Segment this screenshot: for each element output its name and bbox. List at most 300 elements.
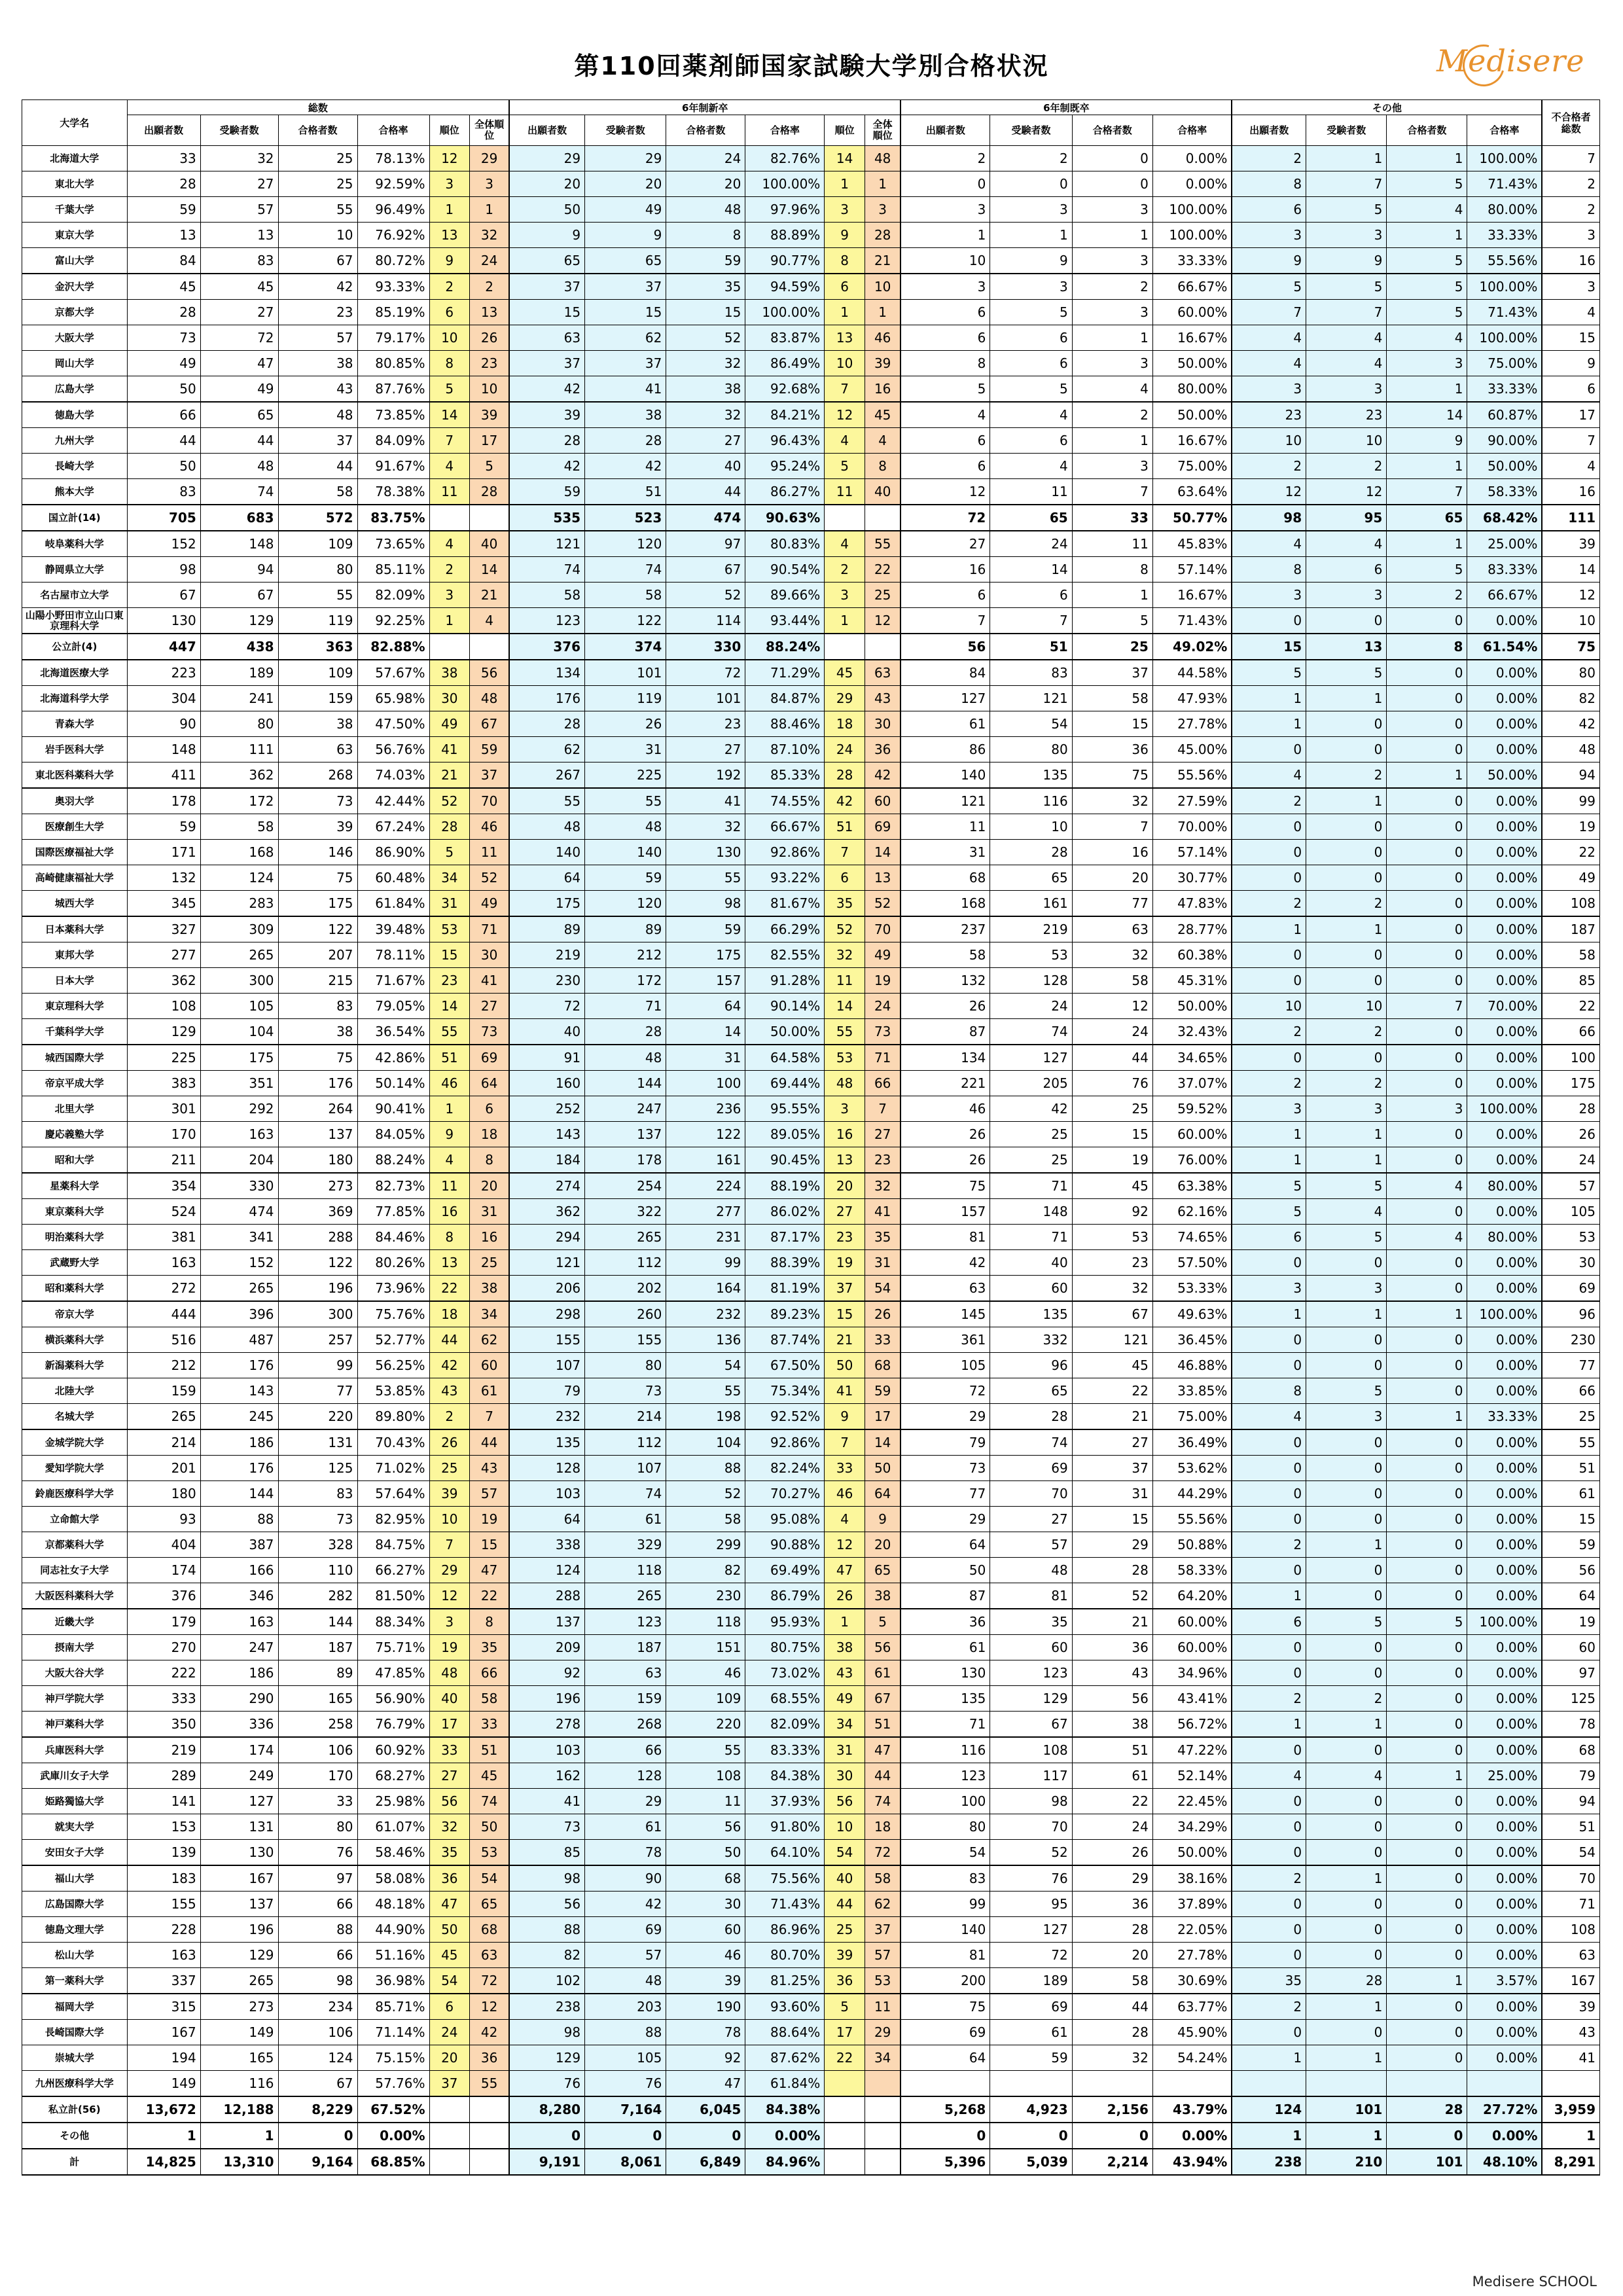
university-name: 長崎大学 <box>22 454 128 479</box>
cell: 5 <box>1387 248 1467 274</box>
cell: 0.00% <box>1467 1737 1542 1763</box>
cell: 71 <box>470 916 510 942</box>
header-sub: 全体順位 <box>865 115 901 146</box>
cell: 38 <box>278 1019 357 1045</box>
cell: 0 <box>1232 1429 1306 1456</box>
cell: 74 <box>990 1429 1072 1456</box>
cell: 48 <box>470 686 510 711</box>
cell: 24 <box>990 531 1072 557</box>
cell: 71 <box>865 1045 901 1071</box>
cell: 5 <box>1306 197 1387 223</box>
cell: 49.02% <box>1152 634 1232 660</box>
cell: 59 <box>509 479 584 505</box>
cell: 93.33% <box>357 274 429 300</box>
cell: 1 <box>1232 1122 1306 1147</box>
cell: 3 <box>990 274 1072 300</box>
cell: 0.00% <box>1467 660 1542 686</box>
header-fail: 不合格者総数 <box>1542 100 1599 146</box>
cell: 55 <box>470 2071 510 2097</box>
cell: 25 <box>1072 634 1152 660</box>
cell: 23 <box>429 968 470 994</box>
cell: 13 <box>825 325 865 351</box>
cell: 80.75% <box>745 1635 825 1660</box>
cell: 237 <box>901 916 990 942</box>
cell: 75 <box>1542 634 1599 660</box>
cell: 0 <box>1306 1892 1387 1917</box>
cell: 123 <box>509 608 584 634</box>
cell: 58 <box>666 1507 745 1532</box>
cell: 50.00% <box>1152 1840 1232 1866</box>
cell: 2 <box>1306 762 1387 789</box>
cell: 66 <box>1542 1019 1599 1045</box>
cell: 376 <box>127 1583 200 1609</box>
table-row <box>22 1481 1600 1507</box>
cell: 45 <box>1072 1173 1152 1199</box>
cell: 20 <box>1072 1943 1152 1968</box>
cell: 27 <box>825 1199 865 1225</box>
cell: 0 <box>1232 1481 1306 1507</box>
cell: 23 <box>278 300 357 325</box>
cell: 47.93% <box>1152 686 1232 711</box>
cell: 57.76% <box>357 2071 429 2097</box>
cell: 134 <box>509 660 584 686</box>
table-row <box>22 1686 1600 1712</box>
cell: 19 <box>825 1250 865 1276</box>
cell: 0 <box>1232 1917 1306 1943</box>
cell: 0 <box>1232 1660 1306 1686</box>
cell: 1 <box>1306 916 1387 942</box>
cell: 3 <box>1306 1276 1387 1302</box>
cell: 1 <box>825 171 865 197</box>
cell: 37 <box>825 1276 865 1302</box>
cell: 6 <box>901 428 990 454</box>
cell: 32 <box>200 146 278 171</box>
cell: 131 <box>200 1814 278 1840</box>
cell: 44 <box>200 428 278 454</box>
cell: 57.64% <box>357 1481 429 1507</box>
cell: 48 <box>509 814 584 840</box>
cell: 60 <box>470 1353 510 1378</box>
cell: 351 <box>200 1071 278 1096</box>
cell: 57 <box>585 1943 666 1968</box>
cell: 5 <box>901 376 990 403</box>
cell: 0 <box>1232 942 1306 968</box>
cell: 0.00% <box>1467 788 1542 814</box>
cell: 23 <box>666 711 745 737</box>
brand-logo <box>1436 43 1585 89</box>
cell: 0.00% <box>1467 891 1542 917</box>
table-header <box>22 100 1600 146</box>
cell: 14,825 <box>127 2149 200 2175</box>
cell: 71.02% <box>357 1456 429 1481</box>
cell: 11 <box>825 968 865 994</box>
cell: 73 <box>278 788 357 814</box>
cell: 0 <box>1387 1917 1467 1943</box>
cell: 59 <box>585 865 666 891</box>
cell: 28 <box>127 171 200 197</box>
cell: 112 <box>585 1250 666 1276</box>
cell: 16 <box>1072 840 1152 865</box>
cell: 6 <box>990 428 1072 454</box>
cell: 124 <box>278 2045 357 2071</box>
cell: 1 <box>200 2123 278 2149</box>
cell: 6 <box>429 1994 470 2020</box>
cell: 28 <box>585 1019 666 1045</box>
table-row <box>22 274 1600 300</box>
cell: 49 <box>200 376 278 403</box>
cell: 0 <box>1387 1327 1467 1353</box>
cell: 4 <box>1306 325 1387 351</box>
cell: 0 <box>1306 1814 1387 1840</box>
university-name: 大阪大学 <box>22 325 128 351</box>
cell: 62 <box>509 737 584 762</box>
cell: 103 <box>509 1737 584 1763</box>
cell: 0 <box>1072 2123 1152 2149</box>
cell: 64.20% <box>1152 1583 1232 1609</box>
cell: 81 <box>990 1583 1072 1609</box>
header-sub: 出願者数 <box>901 115 990 146</box>
cell: 1 <box>429 1096 470 1122</box>
cell: 24 <box>825 737 865 762</box>
cell: 2 <box>1232 1532 1306 1558</box>
cell: 72 <box>470 1968 510 1994</box>
cell: 273 <box>278 1173 357 1199</box>
cell: 15 <box>1232 634 1306 660</box>
cell: 30 <box>825 1763 865 1789</box>
cell: 81 <box>901 1943 990 1968</box>
cell: 362 <box>200 762 278 789</box>
cell: 10 <box>278 223 357 248</box>
cell: 82.09% <box>357 583 429 608</box>
cell: 0 <box>1387 1892 1467 1917</box>
cell: 28 <box>865 223 901 248</box>
cell: 119 <box>278 608 357 634</box>
cell: 59 <box>666 248 745 274</box>
cell: 361 <box>901 1327 990 1353</box>
cell: 64 <box>509 1507 584 1532</box>
cell: 172 <box>200 788 278 814</box>
cell: 17 <box>470 428 510 454</box>
cell: 56.25% <box>357 1353 429 1378</box>
cell: 155 <box>127 1892 200 1917</box>
cell: 47 <box>865 1737 901 1763</box>
cell: 15 <box>470 1532 510 1558</box>
cell: 36.49% <box>1152 1429 1232 1456</box>
cell: 68 <box>1542 1737 1599 1763</box>
table-row <box>22 402 1600 428</box>
cell: 8,280 <box>509 2096 584 2123</box>
cell: 49 <box>585 197 666 223</box>
cell: 40 <box>470 531 510 557</box>
cell: 45 <box>470 1763 510 1789</box>
cell: 0.00% <box>1467 1917 1542 1943</box>
cell: 75.34% <box>745 1378 825 1404</box>
cell: 87.17% <box>745 1225 825 1250</box>
cell: 159 <box>127 1378 200 1404</box>
cell: 3 <box>470 171 510 197</box>
cell: 12 <box>429 146 470 171</box>
cell: 79.05% <box>357 994 429 1019</box>
cell: 20 <box>825 1173 865 1199</box>
header-sub: 合格者数 <box>1387 115 1467 146</box>
cell: 54.24% <box>1152 2045 1232 2071</box>
cell: 28 <box>509 711 584 737</box>
cell: 30 <box>865 711 901 737</box>
cell: 362 <box>509 1199 584 1225</box>
cell: 69.49% <box>745 1558 825 1583</box>
cell: 72 <box>666 660 745 686</box>
cell: 82.76% <box>745 146 825 171</box>
cell: 45 <box>825 660 865 686</box>
cell: 4 <box>1306 1199 1387 1225</box>
cell: 58.08% <box>357 1865 429 1892</box>
cell: 4 <box>825 428 865 454</box>
cell: 0.00% <box>1152 171 1232 197</box>
cell: 0 <box>1306 1737 1387 1763</box>
university-name: 福山大学 <box>22 1865 128 1892</box>
cell: 73.65% <box>357 531 429 557</box>
cell: 8 <box>429 1225 470 1250</box>
cell: 705 <box>127 505 200 531</box>
cell: 0.00% <box>1467 686 1542 711</box>
cell: 136 <box>666 1327 745 1353</box>
cell <box>1072 2071 1152 2097</box>
cell: 36 <box>429 1865 470 1892</box>
cell: 3 <box>429 1609 470 1635</box>
cell: 36 <box>865 737 901 762</box>
cell: 38 <box>429 660 470 686</box>
cell: 36 <box>470 2045 510 2071</box>
cell: 71 <box>990 1225 1072 1250</box>
cell: 3 <box>901 197 990 223</box>
cell: 3 <box>865 197 901 223</box>
cell: 7 <box>429 428 470 454</box>
cell: 64 <box>865 1481 901 1507</box>
cell: 0 <box>1387 916 1467 942</box>
cell: 25 <box>865 583 901 608</box>
cell: 5,268 <box>901 2096 990 2123</box>
cell: 0 <box>1387 1686 1467 1712</box>
cell: 87 <box>901 1583 990 1609</box>
cell: 245 <box>200 1404 278 1430</box>
cell: 80.00% <box>1467 1225 1542 1250</box>
cell: 29 <box>585 1789 666 1814</box>
cell: 6 <box>825 865 865 891</box>
cell: 4 <box>1232 1404 1306 1430</box>
university-name: 日本薬科大学 <box>22 916 128 942</box>
cell: 474 <box>200 1199 278 1225</box>
cell: 31 <box>429 891 470 917</box>
cell: 79 <box>509 1378 584 1404</box>
cell: 5 <box>825 1994 865 2020</box>
cell: 76.79% <box>357 1712 429 1738</box>
cell: 92.86% <box>745 840 825 865</box>
cell: 0 <box>901 2123 990 2149</box>
cell: 74 <box>585 1481 666 1507</box>
cell: 130 <box>200 1840 278 1866</box>
cell <box>1387 2071 1467 2097</box>
cell: 85.33% <box>745 762 825 789</box>
cell: 0 <box>1387 1943 1467 1968</box>
cell: 1 <box>825 300 865 325</box>
cell: 44.29% <box>1152 1481 1232 1507</box>
cell: 58 <box>1542 942 1599 968</box>
cell: 25.98% <box>357 1789 429 1814</box>
cell: 0 <box>1306 942 1387 968</box>
cell: 1 <box>1306 2123 1387 2149</box>
header-sub: 受験者数 <box>200 115 278 146</box>
cell: 57.14% <box>1152 840 1232 865</box>
cell: 68 <box>470 1917 510 1943</box>
cell: 135 <box>509 1429 584 1456</box>
cell: 0.00% <box>1467 942 1542 968</box>
cell: 15 <box>1072 1507 1152 1532</box>
cell: 52.77% <box>357 1327 429 1353</box>
cell: 90.45% <box>745 1147 825 1174</box>
cell: 123 <box>585 1609 666 1635</box>
cell: 148 <box>200 531 278 557</box>
cell: 86 <box>901 737 990 762</box>
cell: 10 <box>901 248 990 274</box>
cell: 15 <box>429 942 470 968</box>
cell: 26 <box>901 994 990 1019</box>
cell: 63 <box>901 1276 990 1302</box>
cell: 0 <box>1387 1558 1467 1583</box>
cell: 25 <box>990 1122 1072 1147</box>
cell: 29 <box>901 1404 990 1430</box>
cell: 19 <box>1542 814 1599 840</box>
table-row <box>22 916 1600 942</box>
cell: 88 <box>509 1917 584 1943</box>
cell: 47.22% <box>1152 1737 1232 1763</box>
cell: 196 <box>200 1917 278 1943</box>
cell: 1 <box>1072 428 1152 454</box>
cell: 30 <box>429 686 470 711</box>
cell: 53 <box>429 916 470 942</box>
cell: 55.56% <box>1152 762 1232 789</box>
cell: 28 <box>585 428 666 454</box>
cell: 0 <box>1232 2020 1306 2045</box>
cell: 17 <box>1542 402 1599 428</box>
table-row <box>22 994 1600 1019</box>
cell: 67.50% <box>745 1353 825 1378</box>
cell: 27 <box>200 300 278 325</box>
cell: 254 <box>585 1173 666 1199</box>
cell: 61 <box>585 1507 666 1532</box>
cell: 82.09% <box>745 1712 825 1738</box>
cell: 78.11% <box>357 942 429 968</box>
cell: 30 <box>1542 1250 1599 1276</box>
cell: 1 <box>1387 531 1467 557</box>
cell: 71.14% <box>357 2020 429 2045</box>
table-row <box>22 1968 1600 1994</box>
cell <box>865 2096 901 2123</box>
cell: 56 <box>666 1814 745 1840</box>
table-row <box>22 1507 1600 1532</box>
cell: 74 <box>990 1019 1072 1045</box>
university-name: 帝京大学 <box>22 1301 128 1327</box>
cell: 105 <box>901 1353 990 1378</box>
cell: 211 <box>127 1147 200 1174</box>
university-name: 摂南大学 <box>22 1635 128 1660</box>
table-row <box>22 891 1600 917</box>
cell: 14 <box>865 840 901 865</box>
cell: 37 <box>585 274 666 300</box>
cell: 28 <box>1306 1968 1387 1994</box>
cell: 0 <box>1387 711 1467 737</box>
cell: 86.90% <box>357 840 429 865</box>
cell: 109 <box>666 1686 745 1712</box>
cell: 23 <box>470 351 510 376</box>
header-univ: 大学名 <box>22 100 128 146</box>
cell: 6 <box>1232 1609 1306 1635</box>
cell: 322 <box>585 1199 666 1225</box>
cell: 57 <box>278 325 357 351</box>
cell: 89.05% <box>745 1122 825 1147</box>
header-sub: 合格者数 <box>278 115 357 146</box>
cell: 55.56% <box>1152 1507 1232 1532</box>
cell: 61 <box>901 1635 990 1660</box>
cell: 30.77% <box>1152 865 1232 891</box>
cell: 51.16% <box>357 1943 429 1968</box>
university-name: 新潟薬科大学 <box>22 1353 128 1378</box>
cell: 81.50% <box>357 1583 429 1609</box>
cell: 64 <box>509 865 584 891</box>
cell: 6 <box>901 454 990 479</box>
table-row <box>22 1019 1600 1045</box>
cell: 27 <box>901 531 990 557</box>
cell <box>470 2149 510 2175</box>
cell: 104 <box>666 1429 745 1456</box>
cell <box>1152 2071 1232 2097</box>
cell: 127 <box>990 1917 1072 1943</box>
cell: 11 <box>666 1789 745 1814</box>
cell: 101 <box>1387 2149 1467 2175</box>
cell: 27.72% <box>1467 2096 1542 2123</box>
cell: 72 <box>901 505 990 531</box>
results-table <box>22 99 1600 2176</box>
cell: 7 <box>1542 428 1599 454</box>
cell: 84.75% <box>357 1532 429 1558</box>
cell: 4 <box>1232 351 1306 376</box>
cell: 0 <box>1387 1122 1467 1147</box>
cell: 51 <box>990 634 1072 660</box>
cell: 2 <box>1306 891 1387 917</box>
cell: 163 <box>127 1943 200 1968</box>
cell: 32 <box>1072 2045 1152 2071</box>
cell: 4 <box>825 531 865 557</box>
cell: 120 <box>585 531 666 557</box>
cell: 363 <box>278 634 357 660</box>
cell: 12 <box>865 608 901 634</box>
table-row <box>22 865 1600 891</box>
cell: 7 <box>901 608 990 634</box>
cell: 22 <box>470 1583 510 1609</box>
cell: 54 <box>901 1840 990 1866</box>
cell: 65 <box>200 402 278 428</box>
cell: 12 <box>901 479 990 505</box>
cell: 88.34% <box>357 1609 429 1635</box>
cell: 12,188 <box>200 2096 278 2123</box>
cell: 0 <box>1387 608 1467 634</box>
cell: 43.79% <box>1152 2096 1232 2123</box>
cell: 0.00% <box>1467 1660 1542 1686</box>
cell: 118 <box>666 1609 745 1635</box>
cell: 247 <box>585 1096 666 1122</box>
cell: 38 <box>278 711 357 737</box>
cell: 3 <box>429 583 470 608</box>
cell: 6 <box>470 1096 510 1122</box>
